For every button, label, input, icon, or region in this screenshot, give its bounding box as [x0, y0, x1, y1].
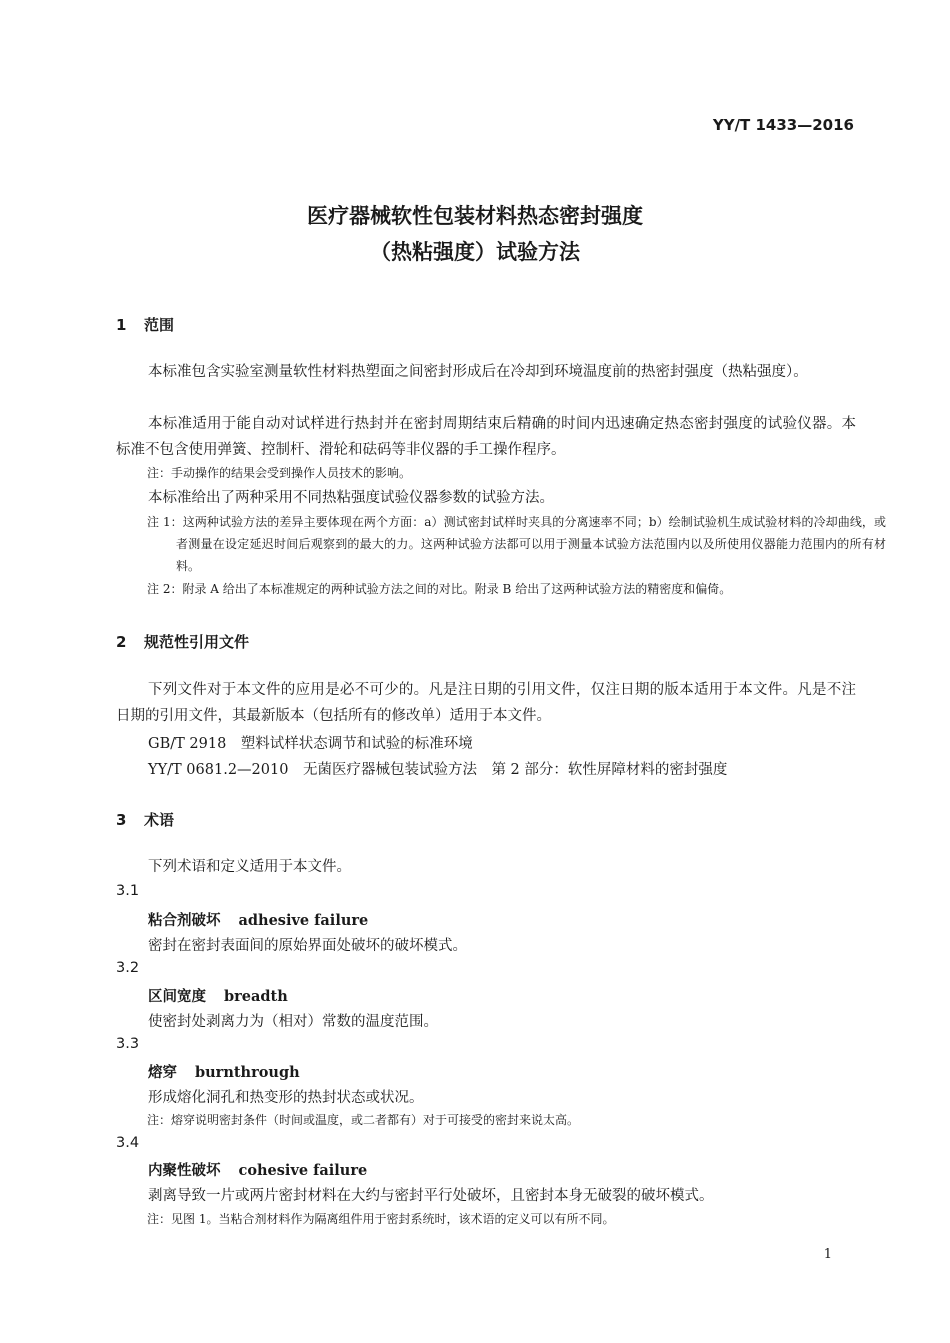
section-1-note-2: 注 2：附录 A 给出了本标准规定的两种试验方法之间的对比。附录 B 给出了这两种试验方法的精密度和偏倚。	[147, 582, 732, 596]
term-number: 3.3	[116, 1036, 140, 1052]
term-note: 注：见图 1。当粘合剂材料作为隔离组件用于密封系统时，该术语的定义可以有所不同。	[147, 1212, 615, 1226]
normative-reference-2: YY/T 0681.2—2010 无菌医疗器械包装试验方法 第 2 部分：软性屏障材料的密封强度	[148, 762, 728, 778]
term-zh: 区间宽度	[148, 989, 206, 1005]
term-en: adhesive failure	[238, 912, 369, 929]
standard-code: YY/T 1433—2016	[712, 116, 854, 134]
section-1-paragraph-2: 本标准适用于能自动对试样进行热封并在密封周期结束后精确的时间内迅速确定热态密封强度的试验仪器。本标准不包含使用弹簧、控制杆、滑轮和砝码等非仪器的手工操作程序。	[116, 416, 856, 458]
term-name	[148, 1061, 300, 1082]
section-title: 术语	[144, 811, 175, 829]
term-zh: 内聚性破坏	[148, 1163, 221, 1179]
section-1-paragraph-1: 本标准包含实验室测量软性材料热塑面之间密封形成后在冷却到环境温度前的热密封强度（热粘强度）。	[148, 364, 808, 380]
term-en: cohesive failure	[238, 1162, 368, 1179]
document-title-line1: 医疗器械软性包装材料热态密封强度	[307, 204, 643, 228]
section-1-paragraph-3: 本标准给出了两种采用不同热粘强度试验仪器参数的试验方法。	[148, 490, 554, 506]
term-name	[148, 1159, 367, 1180]
term-zh: 粘合剂破坏	[148, 913, 221, 929]
section-title: 规范性引用文件	[144, 633, 250, 651]
term-en: breadth	[224, 988, 288, 1005]
term-en: burnthrough	[195, 1064, 300, 1081]
section-number: 1	[116, 316, 127, 334]
term-number: 3.2	[116, 960, 140, 976]
section-1-heading	[116, 314, 174, 335]
term-definition: 形成熔化洞孔和热变形的热封状态或状况。	[148, 1090, 424, 1106]
page-number: 1	[823, 1247, 832, 1262]
term-zh: 熔穿	[148, 1065, 177, 1081]
section-1-note: 注：手动操作的结果会受到操作人员技术的影响。	[147, 466, 412, 480]
term-definition: 使密封处剥离力为（相对）常数的温度范围。	[148, 1014, 438, 1030]
document-title-line2: （热粘强度）试验方法	[370, 240, 580, 264]
term-definition: 剥离导致一片或两片密封材料在大约与密封平行处破坏，且密封本身无破裂的破坏模式。	[148, 1188, 714, 1204]
section-3-heading	[116, 809, 174, 830]
term-name	[148, 909, 368, 930]
normative-reference-1: GB/T 2918 塑料试样状态调节和试验的标准环境	[148, 736, 473, 752]
section-title: 范围	[144, 316, 175, 334]
section-2-heading	[116, 631, 249, 652]
term-name	[148, 985, 288, 1006]
term-note: 注：熔穿说明密封条件（时间或温度，或二者都有）对于可接受的密封来说太高。	[147, 1113, 580, 1127]
term-definition: 密封在密封表面间的原始界面处破坏的破坏模式。	[148, 938, 467, 954]
section-2-paragraph-1: 下列文件对于本文件的应用是必不可少的。凡是注日期的引用文件，仅注日期的版本适用于本文件。凡是不注日期的引用文件，其最新版本（包括所有的修改单）适用于本文件。	[116, 682, 856, 724]
section-3-intro: 下列术语和定义适用于本文件。	[148, 859, 351, 875]
section-number: 2	[116, 633, 127, 651]
section-1-note-1: 注 1：这两种试验方法的差异主要体现在两个方面：a）测试密封试样时夹具的分离速率不同；b）绘制试验机生成试验材料的冷却曲线，或者测量在设定延迟时间后观察到的最大的力。这两种试验方法都可以用于测量本试验方法范围内以及所使用仪器能力范围内的所有材料。	[147, 515, 886, 573]
term-number: 3.4	[116, 1135, 140, 1151]
term-number: 3.1	[116, 883, 140, 899]
section-number: 3	[116, 811, 127, 829]
